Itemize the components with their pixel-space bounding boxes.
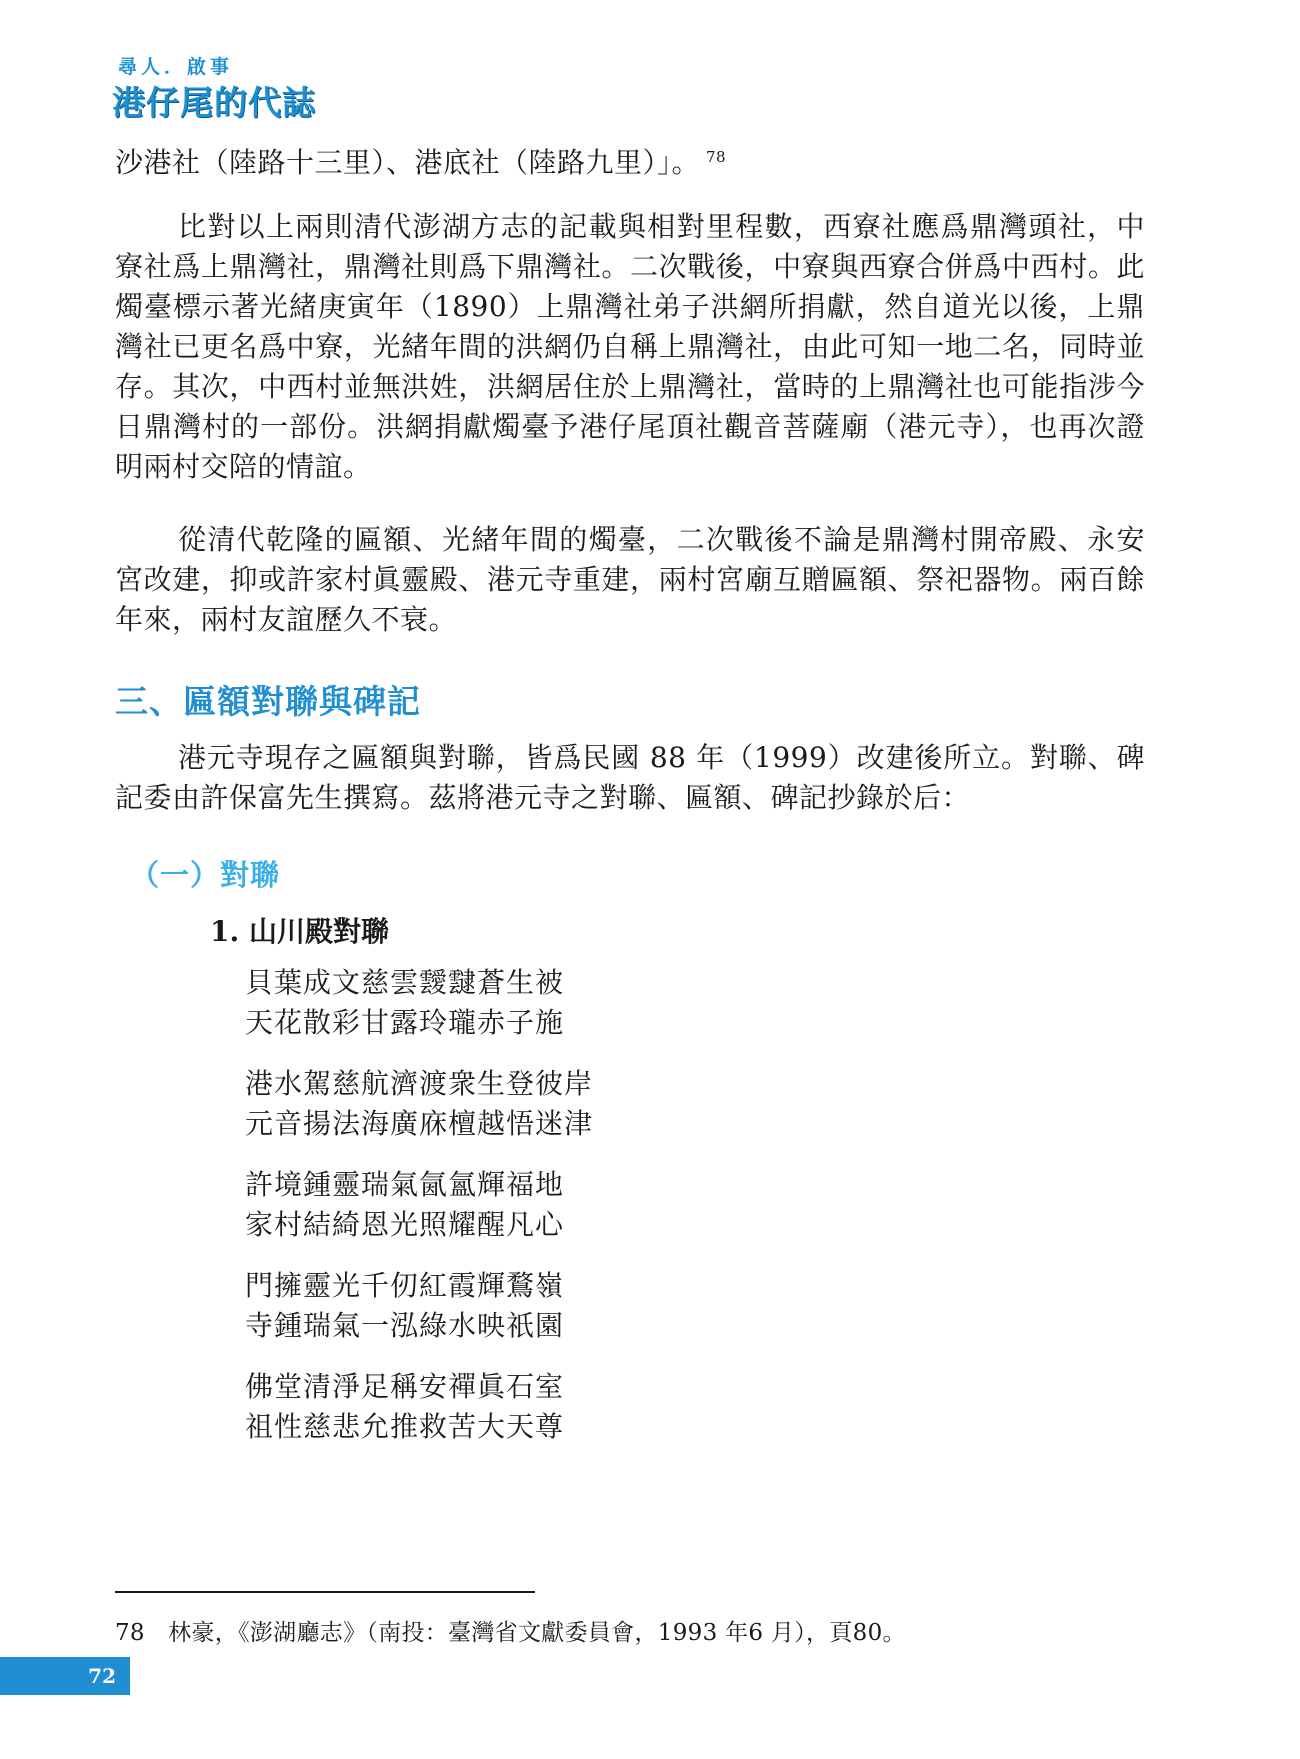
logo-title: 港仔尾的代誌 — [112, 83, 316, 122]
page-number: 72 — [0, 1657, 130, 1695]
paragraph-comparison — [115, 207, 1145, 487]
paragraph-intro — [115, 143, 1145, 183]
couplet-line: 港水駕慈航濟渡衆生登彼岸 — [245, 1067, 594, 1100]
subsection-heading — [130, 853, 1160, 894]
paragraph-intro-text: 沙港社（陸路十三里）、港底社（陸路九里）」。 — [115, 146, 701, 179]
footnote: 78 林豪，《澎湖廳志》（南投：臺灣省文獻委員會，1993 年6 月），頁80。 — [115, 1620, 906, 1646]
paragraph-plaques — [115, 738, 1145, 818]
couplet — [245, 1367, 564, 1447]
logo-subtitle: 尋人．啟事 — [118, 56, 234, 78]
couplet-line: 佛堂清淨足稱安禪眞石室 — [245, 1370, 565, 1403]
couplet-line: 天花散彩甘露玲瓏赤子施 — [245, 1006, 565, 1039]
item-title: 1. 山川殿對聯 — [210, 915, 389, 948]
section-heading — [115, 676, 1145, 723]
subsection-title: （一）對聯 — [130, 858, 281, 892]
section-title: 三、匾額對聯與碑記 — [115, 682, 421, 721]
couplet — [245, 963, 564, 1043]
couplet-line: 祖性慈悲允推救苦大天尊 — [245, 1410, 565, 1443]
couplet — [245, 1064, 593, 1144]
couplet-line: 貝葉成文慈雲靉靆蒼生被 — [245, 966, 565, 999]
paragraph-friendship-text: 從清代乾隆的匾額、光緒年間的燭臺，二次戰後不論是鼎灣村開帝殿、永安宮改建，抑或許家村眞靈殿、港元寺重建，兩村宮廟互贈匾額、祭祀器物。兩百餘年來，兩村友誼歷久不衰。 — [115, 523, 1145, 636]
item-heading — [210, 910, 1240, 950]
couplet-line: 元音揚法海廣庥檀越悟迷津 — [245, 1107, 594, 1140]
couplet — [245, 1165, 564, 1245]
footnote-ref[interactable]: 78 — [706, 148, 727, 166]
couplet-line: 許境鍾靈瑞氣氤氳輝福地 — [245, 1168, 565, 1201]
publication-logo — [112, 52, 316, 124]
paragraph-comparison-text: 比對以上兩則清代澎湖方志的記載與相對里程數，西寮社應爲鼎灣頭社，中寮社爲上鼎灣社，鼎灣社則爲下鼎灣社。二次戰後，中寮與西寮合併爲中西村。此燭臺標示著光緒庚寅年（1890）上鼎灣社弟子洪網所捐獻，然自道光以後，上鼎灣社已更名爲中寮，光緒年間的洪網仍自稱上鼎灣社，由此可知一地二名，同時並存。其次，中西村並無洪姓，洪網居住於上鼎灣社，當時的上鼎灣社也可能指涉今日鼎灣村的一部份。洪網捐獻燭臺予港仔尾頂社觀音菩薩廟（港元寺），也再次證明兩村交陪的情誼。 — [115, 210, 1145, 483]
paragraph-friendship — [115, 520, 1145, 640]
couplet-line: 門擁靈光千仞紅霞輝鶩嶺 — [245, 1269, 565, 1302]
couplet-line: 家村結綺恩光照耀醒凡心 — [245, 1208, 565, 1241]
paragraph-plaques-text: 港元寺現存之匾額與對聯，皆爲民國 88 年（1999）改建後所立。對聯、碑記委由許保富先生撰寫。茲將港元寺之對聯、匾額、碑記抄錄於后： — [115, 741, 1145, 814]
couplet-line: 寺鍾瑞氣一泓綠水映祇園 — [245, 1309, 565, 1342]
couplet — [245, 1266, 564, 1346]
footnote-divider — [115, 1591, 535, 1593]
